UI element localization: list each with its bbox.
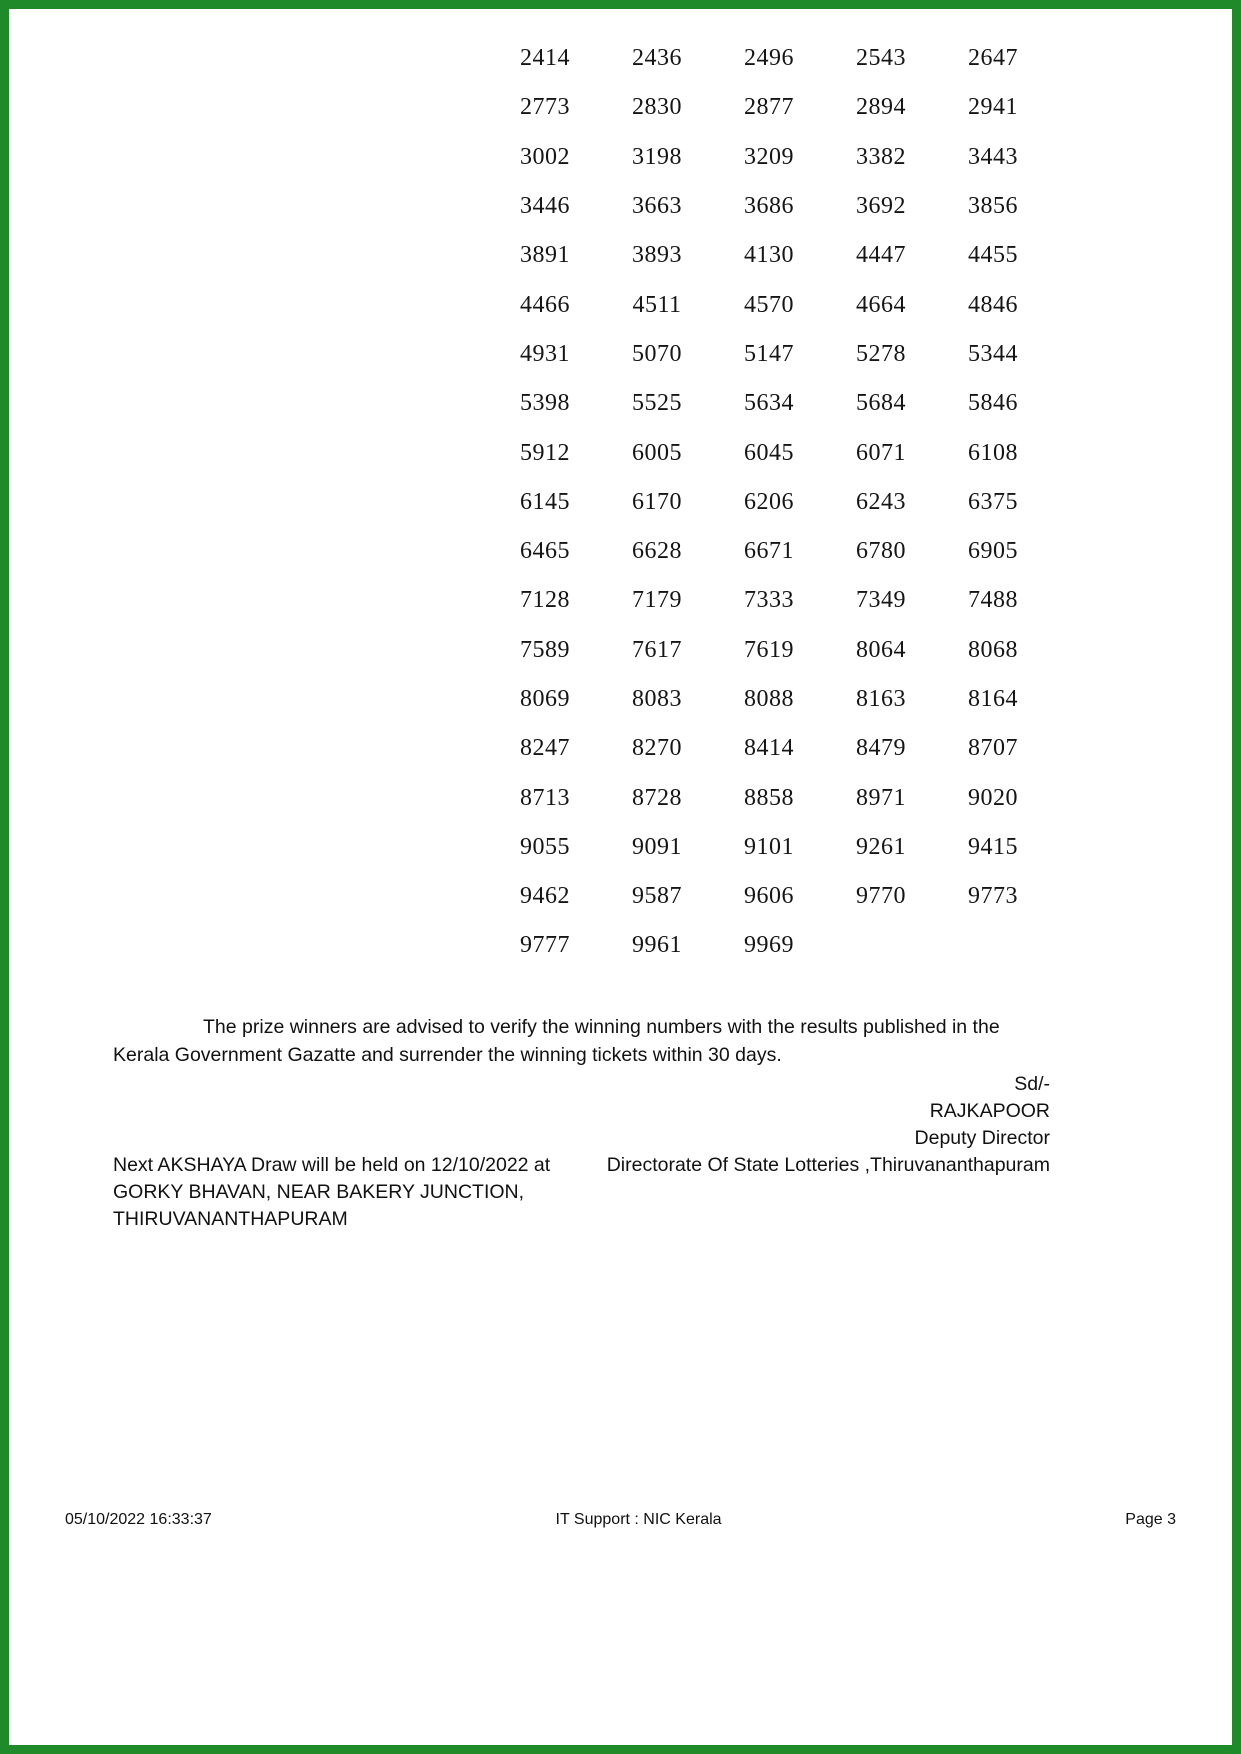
number-cell: 9587 (632, 883, 682, 910)
number-cell: 9773 (968, 883, 1018, 910)
number-cell: 4511 (632, 291, 682, 318)
number-cell: 2496 (744, 45, 794, 72)
number-cell: 5070 (632, 340, 682, 367)
number-cell: 9261 (856, 833, 906, 860)
footer-timestamp: 05/10/2022 16:33:37 (65, 1511, 212, 1528)
number-cell: 7333 (744, 587, 794, 614)
number-row (489, 428, 1049, 477)
number-cell: 6905 (968, 538, 1018, 565)
number-cell: 9961 (632, 932, 682, 959)
number-cell: 4447 (856, 242, 906, 269)
number-cell: 8858 (744, 784, 794, 811)
number-cell: 8270 (632, 735, 682, 762)
number-row (489, 231, 1049, 280)
number-cell: 7619 (744, 636, 794, 663)
number-cell: 9415 (968, 833, 1018, 860)
number-cell: 8069 (520, 686, 570, 712)
number-cell: 4931 (520, 340, 570, 367)
winning-numbers-grid (489, 34, 1049, 971)
number-cell: 8088 (744, 686, 794, 712)
number-cell: 8163 (856, 686, 906, 712)
number-cell: 3663 (632, 193, 682, 220)
number-row (489, 626, 1049, 675)
next-draw-block (113, 1152, 583, 1233)
number-cell: 6671 (744, 538, 794, 565)
number-cell: 8064 (856, 636, 906, 663)
number-cell: 8479 (856, 735, 906, 762)
number-cell: 8713 (520, 784, 570, 811)
number-cell: 8247 (520, 735, 570, 762)
next-draw-line-2: GORKY BHAVAN, NEAR BAKERY JUNCTION, (113, 1181, 525, 1203)
number-cell: 2894 (856, 94, 906, 121)
number-cell: 9101 (744, 833, 794, 860)
number-cell: 2647 (968, 45, 1018, 72)
number-cell: 6071 (856, 439, 906, 466)
number-cell: 6243 (856, 488, 906, 515)
number-row (489, 83, 1049, 132)
number-cell: 7589 (520, 636, 570, 663)
number-cell: 8068 (968, 636, 1018, 663)
number-cell: 9055 (520, 833, 570, 860)
number-cell: 6780 (856, 538, 906, 565)
next-draw-line-3: THIRUVANANTHAPURAM (113, 1208, 348, 1230)
number-cell: 5147 (744, 340, 794, 367)
number-cell: 6465 (520, 538, 570, 565)
number-cell: 4846 (968, 291, 1018, 318)
number-cell: 4455 (968, 242, 1018, 269)
number-cell: 5398 (520, 390, 570, 417)
number-cell: 8164 (968, 686, 1018, 712)
signature-block (350, 1071, 1050, 1152)
number-cell: 9770 (856, 883, 906, 910)
number-cell: 3686 (744, 193, 794, 220)
number-cell: 2941 (968, 94, 1018, 121)
number-cell: 4130 (744, 242, 794, 269)
number-cell: 3893 (632, 242, 682, 269)
number-cell: 3443 (968, 143, 1018, 170)
signature-sd: Sd/- (1014, 1073, 1050, 1095)
number-cell: 8971 (856, 784, 906, 811)
number-cell: 4466 (520, 291, 570, 318)
number-cell: 8707 (968, 735, 1018, 762)
number-cell: 6170 (632, 488, 682, 515)
number-cell: 7128 (520, 587, 570, 614)
number-cell: 5634 (744, 390, 794, 417)
footer-support: IT Support : NIC Kerala (555, 1511, 722, 1528)
next-draw-line-1: Next AKSHAYA Draw will be held on 12/10/2022 at (113, 1154, 551, 1176)
number-cell: 9462 (520, 883, 570, 910)
number-cell: 2436 (632, 45, 682, 72)
number-cell: 3198 (632, 143, 682, 170)
number-row (489, 34, 1049, 83)
number-cell: 7179 (632, 587, 682, 614)
number-cell: 6145 (520, 488, 570, 515)
number-cell: 5525 (632, 390, 682, 417)
number-cell: 5684 (856, 390, 906, 417)
number-cell: 6628 (632, 538, 682, 565)
number-cell: 2830 (632, 94, 682, 121)
signature-name: RAJKAPOOR (929, 1100, 1050, 1122)
number-cell: 3446 (520, 193, 570, 220)
number-row (489, 133, 1049, 182)
number-row (489, 921, 1049, 970)
number-cell: 3891 (520, 242, 570, 269)
number-cell: 9777 (520, 932, 570, 959)
number-cell: 5846 (968, 390, 1018, 417)
number-cell: 5912 (520, 439, 570, 466)
number-cell: 3856 (968, 193, 1018, 220)
number-cell: 6045 (744, 439, 794, 466)
number-cell: 6206 (744, 488, 794, 515)
number-cell: 2877 (744, 94, 794, 121)
number-row (489, 823, 1049, 872)
number-cell: 3002 (520, 143, 570, 170)
number-row (489, 724, 1049, 773)
number-cell: 8083 (632, 686, 682, 712)
number-cell: 9020 (968, 784, 1018, 811)
number-cell: 7349 (856, 587, 906, 614)
number-cell: 7617 (632, 636, 682, 663)
number-cell: 9091 (632, 833, 682, 860)
number-row (489, 478, 1049, 527)
number-row (489, 330, 1049, 379)
number-cell: 5344 (968, 340, 1018, 367)
number-cell: 3209 (744, 143, 794, 170)
number-row (489, 280, 1049, 329)
page-footer (9, 1505, 1232, 1535)
number-cell: 6005 (632, 439, 682, 466)
number-cell: 6375 (968, 488, 1018, 515)
footer-page-number: Page 3 (1125, 1511, 1176, 1528)
number-cell: 4570 (744, 291, 794, 318)
number-cell: 2543 (856, 45, 906, 72)
number-row (489, 576, 1049, 625)
number-row (489, 773, 1049, 822)
signature-office: Directorate Of State Lotteries ,Thiruvananthapuram (606, 1154, 1050, 1176)
page-content (9, 9, 1232, 1745)
number-cell: 9969 (744, 932, 794, 959)
signature-designation: Deputy Director (914, 1127, 1050, 1149)
number-cell: 4664 (856, 291, 906, 318)
number-cell: 3692 (856, 193, 906, 220)
number-cell: 7488 (968, 587, 1018, 614)
number-row (489, 527, 1049, 576)
number-row (489, 675, 1049, 724)
number-cell: 2773 (520, 94, 570, 121)
number-row (489, 182, 1049, 231)
number-cell: 6108 (968, 439, 1018, 466)
number-cell: 3382 (856, 143, 906, 170)
number-cell: 8728 (632, 784, 682, 811)
number-cell: 9606 (744, 883, 794, 910)
number-row (489, 379, 1049, 428)
number-cell: 8414 (744, 735, 794, 762)
advisory-paragraph: The prize winners are advised to verify the winning numbers with the results published in the Kerala Government Gazatte and surrender the winning tickets within 30 days. (113, 1016, 1000, 1066)
number-cell: 5278 (856, 340, 906, 367)
number-row (489, 872, 1049, 921)
number-cell: 2414 (520, 45, 570, 72)
